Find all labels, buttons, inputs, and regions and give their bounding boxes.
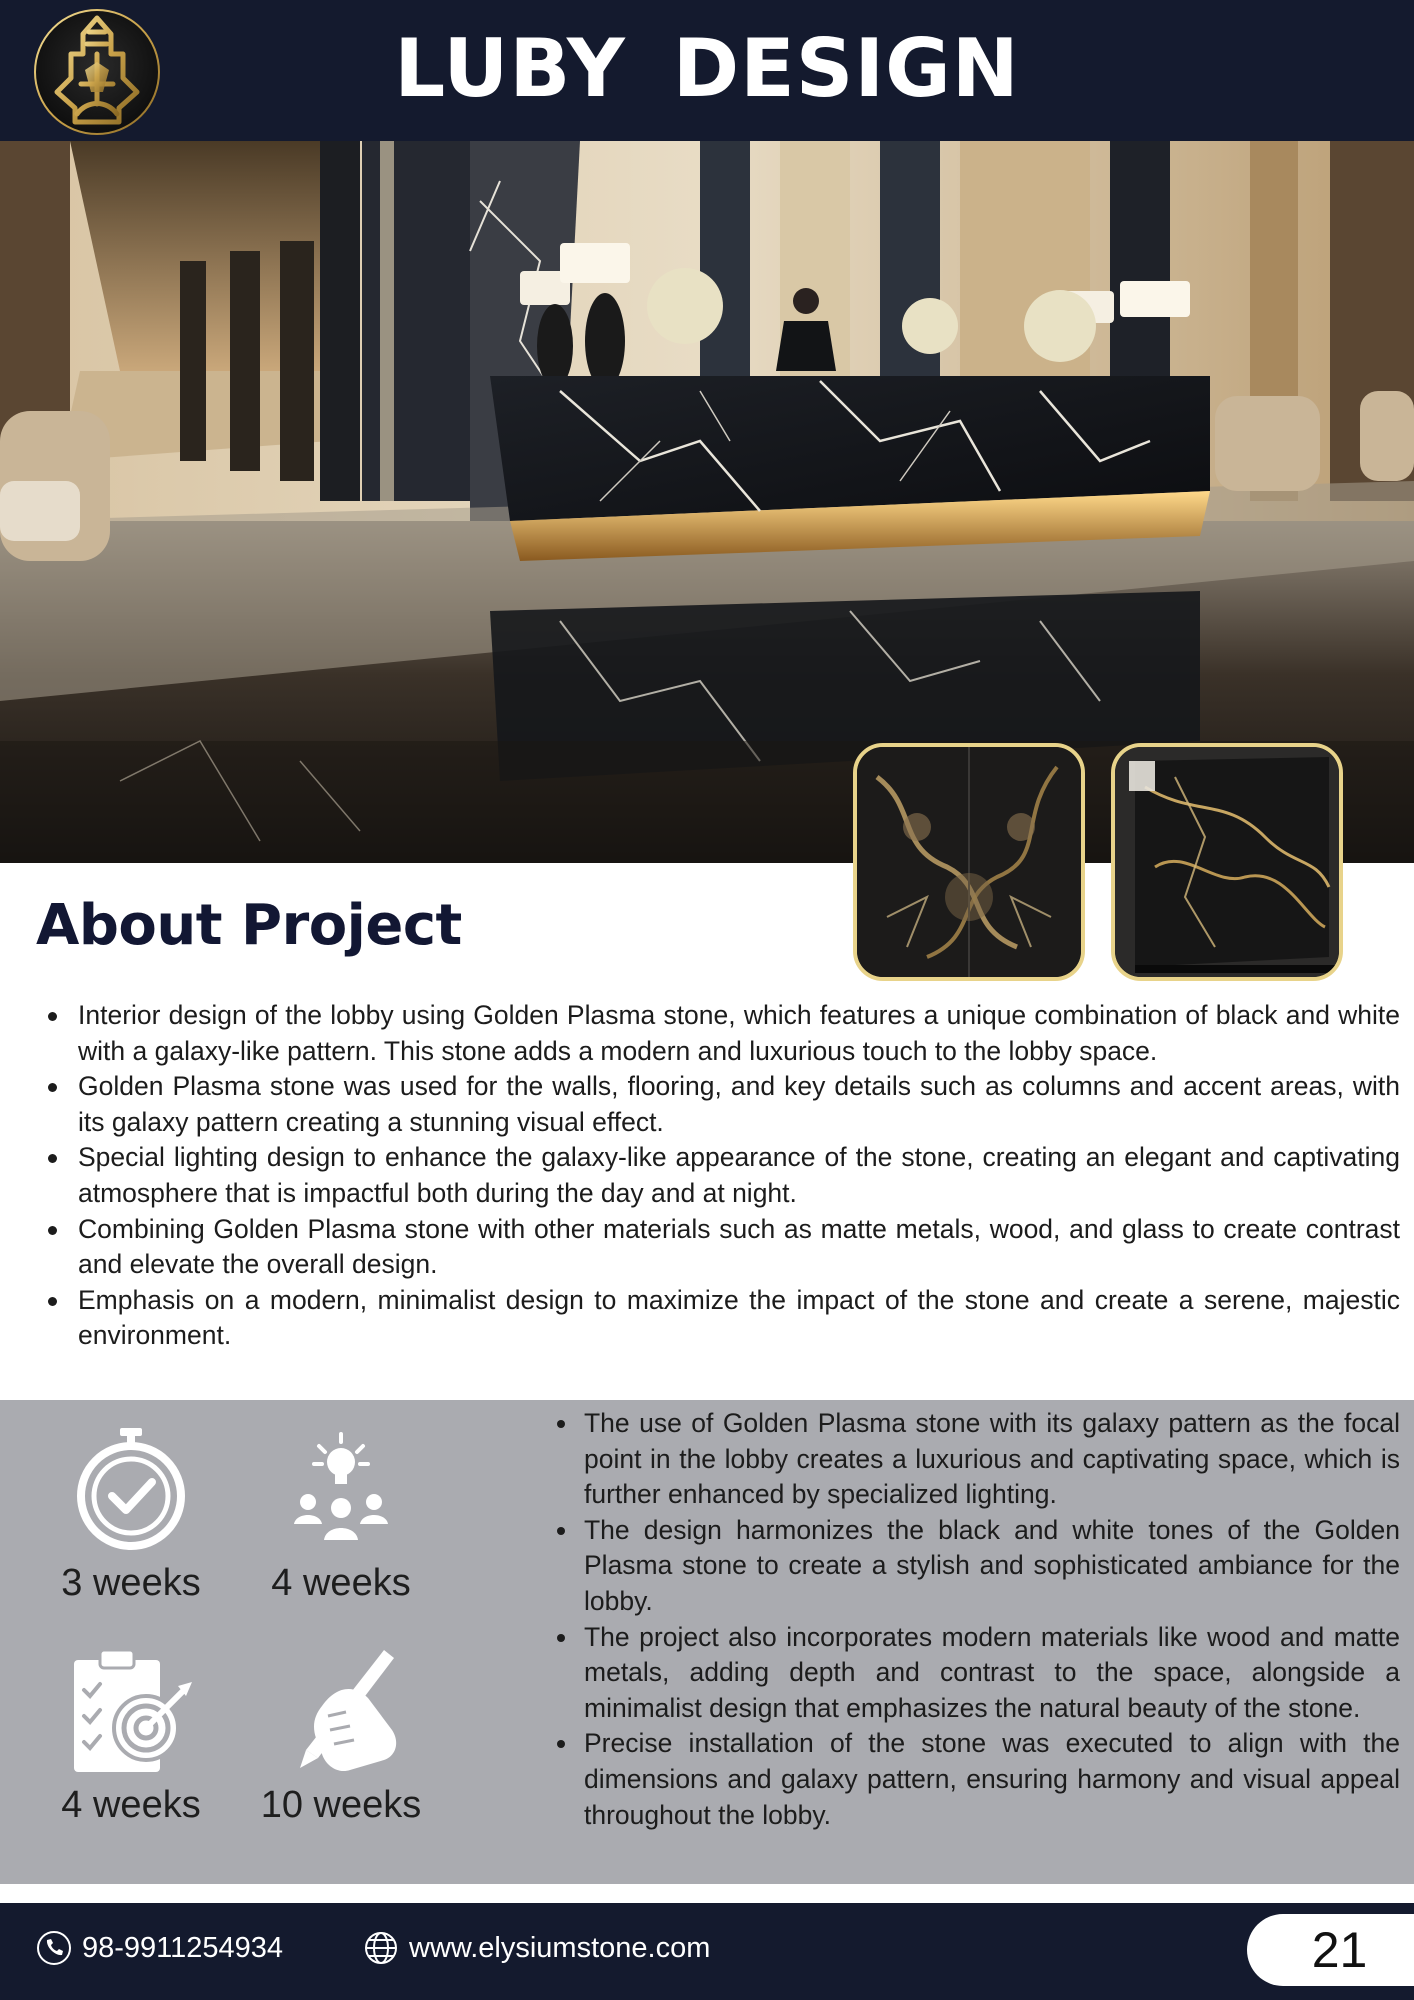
stat-label: 3 weeks [61, 1562, 201, 1604]
list-item: Special lighting design to enhance the galaxy-like appearance of the stone, creating an elegant and captivating atmosphere that is impactful both during the day and at night. [44, 1140, 1400, 1211]
about-project-heading: About Project [36, 893, 462, 958]
idea-team-icon [286, 1424, 396, 1554]
stone-swatch-panel [1111, 743, 1343, 981]
stat-label: 10 weeks [260, 1784, 422, 1826]
stone-swatch-slab [853, 743, 1085, 981]
stat-duration-3 [31, 1646, 231, 1827]
list-item: The design harmonizes the black and white tones of the Golden Plasma stone to create a stylish and sophisticated ambiance for the lobby. [555, 1513, 1400, 1620]
page-number: 21 [1311, 1922, 1368, 1978]
list-item: The project also incorporates modern materials like wood and matte metals, adding depth and contrast to the space, alongside a minimalist design that emphasizes the natural beauty of the stone. [555, 1620, 1400, 1727]
stat-label: 4 weeks [271, 1562, 411, 1604]
list-item: Emphasis on a modern, minimalist design to maximize the impact of the stone and create a serene, majestic environment. [44, 1283, 1400, 1354]
list-item: Interior design of the lobby using Golden Plasma stone, which features a unique combination of black and white with a galaxy-like pattern. This stone adds a modern and luxurious touch to the lobby space. [44, 998, 1400, 1069]
contact-website[interactable] [363, 1930, 710, 1966]
list-item: Precise installation of the stone was executed to align with the dimensions and galaxy pattern, ensuring harmony and visual appeal throughout the lobby. [555, 1726, 1400, 1833]
phone-icon [36, 1930, 72, 1966]
stat-duration-4 [241, 1646, 441, 1827]
list-item: The use of Golden Plasma stone with its galaxy pattern as the focal point in the lobby creates a luxurious and captivating space, which is further enhanced by specialized lighting. [555, 1406, 1400, 1513]
brand-title: LUBY DESIGN [394, 22, 1020, 115]
stopwatch-icon [76, 1424, 186, 1554]
list-item: Golden Plasma stone was used for the walls, flooring, and key details such as columns and accent areas, with its galaxy pattern creating a stunning visual effect. [44, 1069, 1400, 1140]
list-item: Combining Golden Plasma stone with other materials such as matte metals, wood, and glass to create contrast and elevate the overall design. [44, 1212, 1400, 1283]
stat-duration-1 [31, 1424, 231, 1605]
stat-duration-2 [241, 1424, 441, 1605]
hand-pen-icon [276, 1646, 406, 1776]
globe-icon [363, 1930, 399, 1966]
checklist-target-icon [66, 1646, 196, 1776]
stat-label: 4 weeks [61, 1784, 201, 1826]
about-project-list [44, 998, 1400, 1354]
phone-number: 98-9911254934 [82, 1931, 284, 1964]
contact-phone[interactable] [36, 1930, 283, 1966]
website-url: www.elysiumstone.com [409, 1931, 711, 1964]
project-details-list [555, 1406, 1400, 1833]
